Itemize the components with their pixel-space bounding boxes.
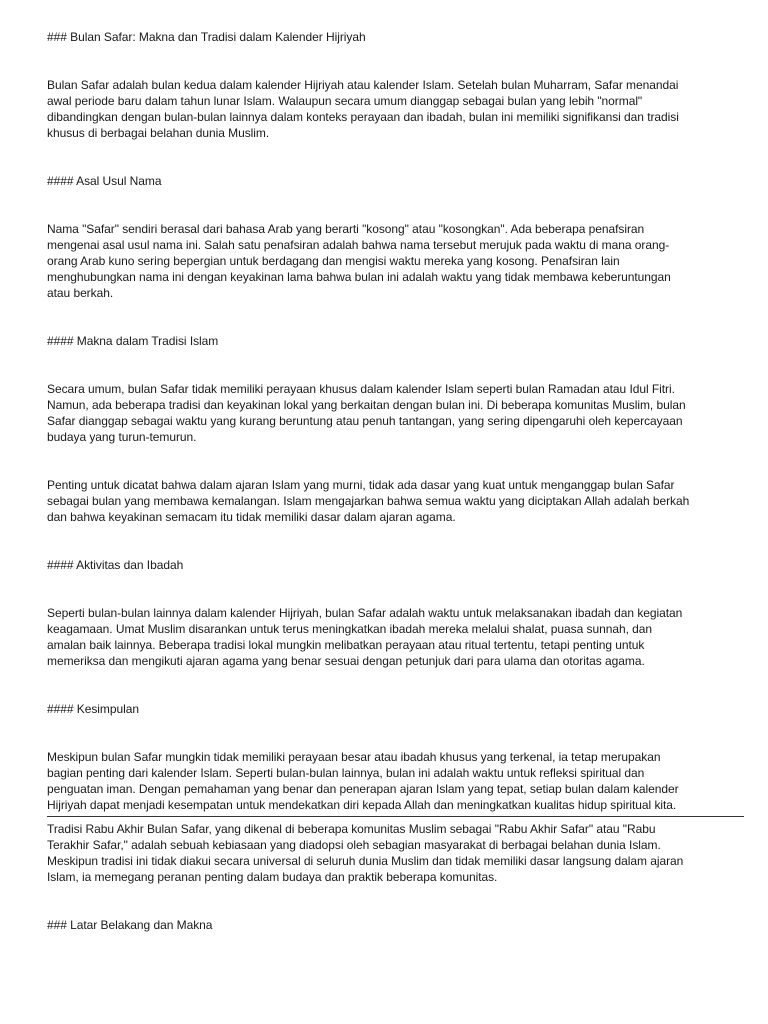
paragraph-line: memeriksa dan mengikuti ajaran agama yang benar sesuai dengan petunjuk dari para ulama dan otoritas agama. bbox=[47, 654, 645, 668]
intro-paragraph bbox=[47, 77, 747, 141]
paragraph-line: penguatan iman. Dengan pemahaman yang benar dan penerapan ajaran Islam yang tepat, setiap bulan dalam kalender bbox=[47, 782, 679, 796]
paragraph-line: Islam, ia memegang peranan penting dalam budaya dan praktik beberapa komunitas. bbox=[47, 870, 498, 884]
paragraph-line: mengenai asal usul nama ini. Salah satu penafsiran adalah bahwa nama tersebut merujuk pada waktu di mana orang- bbox=[47, 238, 670, 252]
paragraph-line: budaya yang turun-temurun. bbox=[47, 430, 197, 444]
aktivitas-paragraph bbox=[47, 605, 747, 669]
makna-paragraph-1 bbox=[47, 381, 747, 445]
heading-asal-usul-nama: #### Asal Usul Nama bbox=[47, 174, 162, 188]
heading-latar-belakang: ### Latar Belakang dan Makna bbox=[47, 918, 213, 932]
paragraph-line: Terakhir Safar," adalah sebuah kebiasaan yang diadopsi oleh sebagian masyarakat di berbagai belahan dunia Islam. bbox=[47, 838, 661, 852]
paragraph-line: Nama "Safar" sendiri berasal dari bahasa Arab yang berarti "kosong" atau "kosongkan". Ada beberapa penafsiran bbox=[47, 222, 645, 236]
paragraph-line: Secara umum, bulan Safar tidak memiliki perayaan khusus dalam kalender Islam seperti bulan Ramadan atau Idul Fitri. bbox=[47, 382, 675, 396]
paragraph-line: khusus di berbagai belahan dunia Muslim. bbox=[47, 126, 270, 140]
asal-usul-paragraph bbox=[47, 221, 747, 301]
paragraph-line: Safar dianggap sebagai waktu yang kurang beruntung atau penuh tantangan, yang sering dipengaruhi oleh kepercayaan bbox=[47, 414, 683, 428]
paragraph-line: Namun, ada beberapa tradisi dan keyakinan lokal yang berkaitan dengan bulan ini. Di beberapa komunitas Muslim, bulan bbox=[47, 398, 686, 412]
paragraph-line: dan bahwa keyakinan semacam itu tidak memiliki dasar dalam ajaran agama. bbox=[47, 510, 456, 524]
kesimpulan-paragraph bbox=[47, 749, 747, 813]
paragraph-line: atau berkah. bbox=[47, 286, 114, 300]
paragraph-line: menghubungkan nama ini dengan keyakinan lama bahwa bulan ini adalah waktu yang tidak membawa keberuntungan bbox=[47, 270, 671, 284]
paragraph-line: Bulan Safar adalah bulan kedua dalam kalender Hijriyah atau kalender Islam. Setelah bulan Muharram, Safar menandai bbox=[47, 78, 679, 92]
paragraph-line: orang Arab kuno sering bepergian untuk berdagang dan mengisi waktu mereka yang kosong. Penafsiran lain bbox=[47, 254, 620, 268]
paragraph-line: sebagai bulan yang membawa kemalangan. Islam mengajarkan bahwa semua waktu yang diciptakan Allah adalah berkah bbox=[47, 494, 690, 508]
section-divider bbox=[47, 816, 744, 817]
document-title: ### Bulan Safar: Makna dan Tradisi dalam Kalender Hijriyah bbox=[47, 30, 366, 44]
paragraph-line: Tradisi Rabu Akhir Bulan Safar, yang dikenal di beberapa komunitas Muslim sebagai "Rabu Akhir Safar" atau "Rabu bbox=[47, 822, 656, 836]
heading-makna-tradisi: #### Makna dalam Tradisi Islam bbox=[47, 334, 219, 348]
paragraph-line: Meskipun bulan Safar mungkin tidak memiliki perayaan besar atau ibadah khusus yang terkenal, ia tetap merupakan bbox=[47, 750, 661, 764]
heading-kesimpulan: #### Kesimpulan bbox=[47, 702, 139, 716]
makna-paragraph-2 bbox=[47, 477, 747, 525]
paragraph-line: amalan baik lainnya. Beberapa tradisi lokal mungkin melibatkan perayaan atau ritual tertentu, tetapi penting untuk bbox=[47, 638, 645, 652]
paragraph-line: bagian penting dari kalender Islam. Seperti bulan-bulan lainnya, bulan ini adalah waktu untuk refleksi spiritual dan bbox=[47, 766, 645, 780]
document-page bbox=[47, 29, 747, 933]
paragraph-line: Hijriyah dapat menjadi kesempatan untuk mendekatkan diri kepada Allah dan meningkatkan kualitas hidup spiritual kita. bbox=[47, 798, 677, 812]
paragraph-line: Meskipun tradisi ini tidak diakui secara universal di seluruh dunia Muslim dan tidak memiliki dasar langsung dalam ajaran bbox=[47, 854, 684, 868]
paragraph-line: awal periode baru dalam tahun lunar Islam. Walaupun secara umum dianggap sebagai bulan yang lebih "normal" bbox=[47, 94, 643, 108]
paragraph-line: Seperti bulan-bulan lainnya dalam kalender Hijriyah, bulan Safar adalah waktu untuk melaksanakan ibadah dan kegiatan bbox=[47, 606, 683, 620]
rabu-akhir-safar-paragraph bbox=[47, 821, 747, 885]
paragraph-line: dibandingkan dengan bulan-bulan lainnya dalam konteks perayaan dan ibadah, bulan ini memiliki signifikansi dan tradisi bbox=[47, 110, 679, 124]
paragraph-line: Penting untuk dicatat bahwa dalam ajaran Islam yang murni, tidak ada dasar yang kuat untuk menganggap bulan Safar bbox=[47, 478, 675, 492]
paragraph-line: keagamaan. Umat Muslim disarankan untuk terus meningkatkan ibadah mereka melalui shalat, puasa sunnah, dan bbox=[47, 622, 653, 636]
heading-aktivitas-ibadah: #### Aktivitas dan Ibadah bbox=[47, 558, 184, 572]
